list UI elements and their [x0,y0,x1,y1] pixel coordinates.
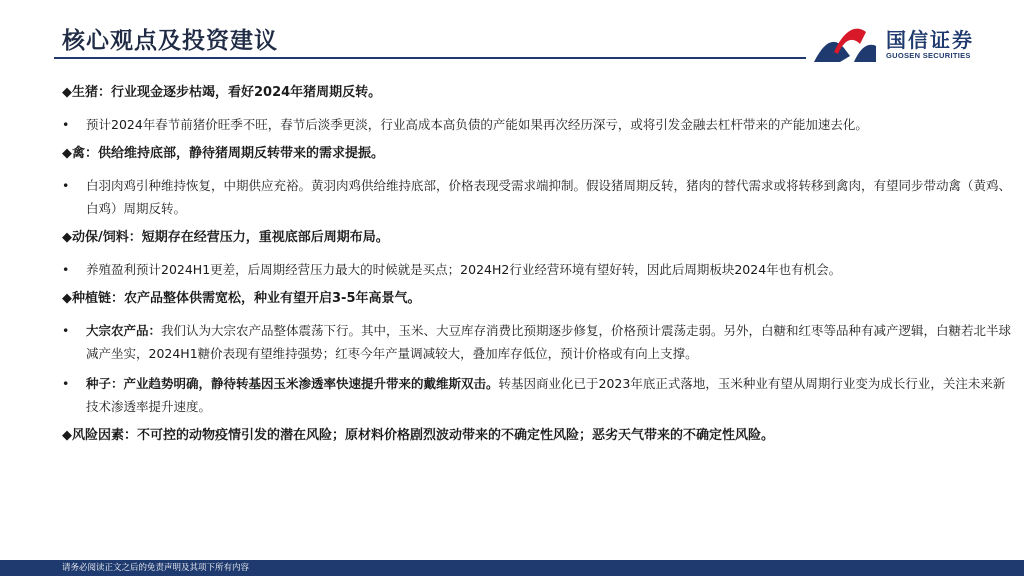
bullet-lead: 大宗农产品： [86,323,162,338]
logo-subtitle: GUOSEN SECURITIES [886,51,971,60]
bullet-text: 转基因商业化已于2023年底正式落地，玉米种业有望从周期行业变为成长行业，关注未来新技术渗透率提升速度。 [86,376,1006,414]
bullet-icon: • [62,117,70,132]
bullet-item [62,174,1012,220]
diamond-icon: ◆ [62,428,72,443]
bullet-icon: • [62,178,70,193]
diamond-icon: ◆ [62,85,72,100]
page-title: 核心观点及投资建议 [62,28,278,54]
title-underline [54,57,806,59]
section-heading-text: 种植链：农产品整体供需宽松，种业有望开启3-5年高景气。 [72,291,421,306]
guosen-logo-icon [814,22,876,62]
section-heading [62,288,1012,310]
diamond-icon: ◆ [62,230,72,245]
section-heading-text: 生猪：行业现金逐步枯竭，看好2024年猪周期反转。 [72,85,382,100]
bullet-text: 白羽肉鸡引种维持恢复，中期供应充裕。黄羽肉鸡供给维持底部，价格表现受需求端抑制。假设猪周期反转，猪肉的替代需求或将转移到禽肉，有望同步带动禽（黄鸡、白鸡）周期反转。 [86,178,1012,216]
section-heading [62,227,1012,249]
section-heading [62,143,1012,165]
content-body [62,82,1012,456]
bullet-icon: • [62,376,70,391]
logo-name: 国信证券 [886,28,974,52]
bullet-icon: • [62,262,70,277]
bullet-item [62,113,1012,136]
bullet-icon: • [62,323,70,338]
section-heading-text: 禽：供给维持底部，静待猪周期反转带来的需求提振。 [72,146,385,161]
footer-bar [0,560,1024,576]
diamond-icon: ◆ [62,291,72,306]
risk-heading-text: 风险因素：不可控的动物疫情引发的潜在风险；原材料价格剧烈波动带来的不确定性风险；恶劣天气带来的不确定性风险。 [72,428,775,443]
bullet-text: 我们认为大宗农产品整体震荡下行。其中，玉米、大豆库存消费比预期逐步修复，价格预计震荡走弱。另外，白糖和红枣等品种有减产逻辑，白糖若北半球减产坐实，2024H1糖价表现有望维持强势；红枣今年产量调减较大，叠加库存低位，预计价格或有向上支撑。 [86,323,1012,361]
diamond-icon: ◆ [62,146,72,161]
bullet-item [62,319,1012,365]
bullet-item [62,372,1012,418]
risk-heading [62,425,1012,447]
bullet-text: 预计2024年春节前猪价旺季不旺，春节后淡季更淡，行业高成本高负债的产能如果再次经历深亏，或将引发金融去杠杆带来的产能加速去化。 [86,117,868,132]
bullet-lead: 种子：产业趋势明确，静待转基因玉米渗透率快速提升带来的戴维斯双击。 [86,376,499,391]
bullet-text: 养殖盈利预计2024H1更差，后周期经营压力最大的时候就是买点；2024H2行业经营环境有望好转，因此后周期板块2024年也有机会。 [86,262,842,277]
footer-disclaimer: 请务必阅读正文之后的免责声明及其项下所有内容 [62,563,250,573]
section-heading-text: 动保/饲料：短期存在经营压力，重视底部后周期布局。 [72,230,389,245]
section-heading [62,82,1012,104]
bullet-item [62,258,1012,281]
brand-logo [814,22,1014,64]
